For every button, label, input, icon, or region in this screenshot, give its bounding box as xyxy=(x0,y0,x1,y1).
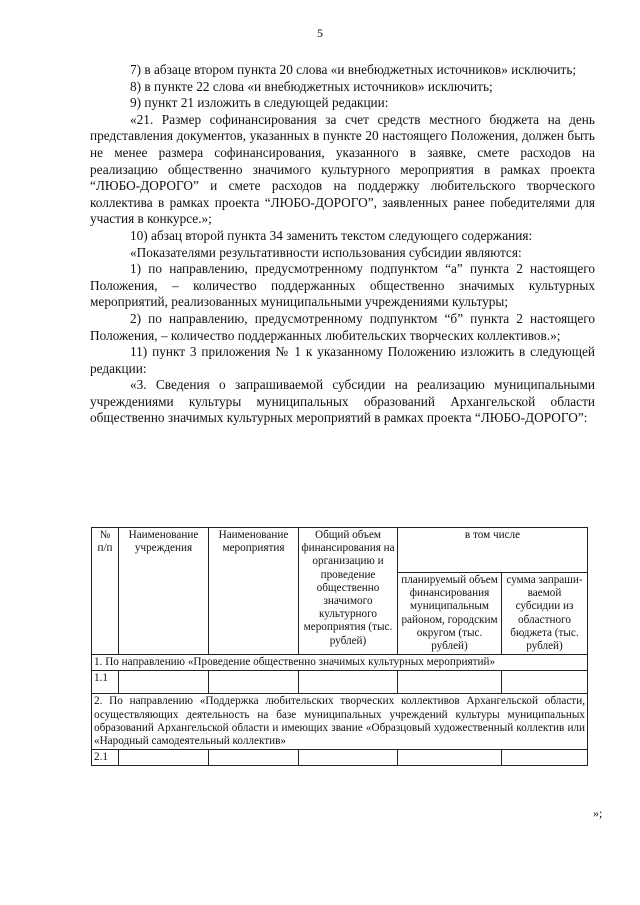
row-1-number: 1.1 xyxy=(92,671,119,694)
table-cell xyxy=(502,750,588,766)
table-cell xyxy=(398,750,502,766)
header-event: Наименование мероприятия xyxy=(209,528,299,655)
closing-quote-mark: »; xyxy=(593,806,603,820)
paragraph-item-9: 9) пункт 21 изложить в следующей редакции: xyxy=(130,95,389,111)
table-cell xyxy=(119,750,209,766)
subsidy-table xyxy=(91,527,588,766)
table-row xyxy=(92,655,588,671)
table-cell xyxy=(209,750,299,766)
document-body xyxy=(90,62,595,427)
section-2-heading: 2. По направлению «Поддержка любительских творческих коллективов Архангельской области, осуществляющих деятельность на базе муниципальных учреждений культуры муниципальных образований Архангельской области и имеющих звание «Образцовый художественный коллектив или «Народный самодеятельный коллектив» xyxy=(92,694,588,750)
paragraph-clause-21: «21. Размер софинансирования за счет средств местного бюджета на день представления документов, указанных в пункте 20 настоящего Положения, должен быть не менее размера софинансирования, указанного в заявке, смете расходов на реализацию общественно значимого культурного мероприятия в рамках проекта “ЛЮБО-ДОРОГО” и смете расходов на поддержку любительского творческого коллектива в рамках проекта “ЛЮБО-ДОРОГО”, заявленных ранее победителями для участия в конкурсе.»; xyxy=(90,111,595,227)
paragraph-indicators-intro: «Показателями результативности использования субсидии являются: xyxy=(130,244,522,260)
header-planned-funding: планируемый объем финансирования муниципальным районом, городским округом (тыс. рублей) xyxy=(398,573,502,655)
table-row xyxy=(92,750,588,766)
row-2-number: 2.1 xyxy=(92,750,119,766)
header-institution: Наименование учреждения xyxy=(119,528,209,655)
table-row xyxy=(92,671,588,694)
page-number: 5 xyxy=(317,26,323,40)
table-cell xyxy=(209,671,299,694)
table-cell xyxy=(299,750,398,766)
header-requested-subsidy: сумма запраши-ваемой субсидии из областного бюджета (тыс. рублей) xyxy=(502,573,588,655)
header-including: в том числе xyxy=(398,528,588,573)
header-number: № п/п xyxy=(92,528,119,655)
table-cell xyxy=(299,671,398,694)
header-total-funding: Общий объем финансирования на организацию и проведение общественно значимого культурного мероприятия (тыс. рублей) xyxy=(299,528,398,655)
section-1-heading: 1. По направлению «Проведение общественно значимых культурных мероприятий» xyxy=(92,655,588,671)
paragraph-item-7: 7) в абзаце втором пункта 20 слова «и внебюджетных источников» исключить; xyxy=(130,62,577,77)
table-cell xyxy=(119,671,209,694)
paragraph-item-11: 11) пункт 3 приложения № 1 к указанному Положению изложить в следующей редакции: xyxy=(90,344,595,376)
table-cell xyxy=(398,671,502,694)
table-row xyxy=(92,694,588,750)
table-header-row-1 xyxy=(92,528,588,573)
table-cell xyxy=(502,671,588,694)
paragraph-clause-3: «3. Сведения о запрашиваемой субсидии на реализацию муниципальными учреждениями культуры муниципальных образований Архангельской области общественно значимых культурных мероприятий в рамках проекта “ЛЮБО-ДОРОГО”: xyxy=(90,377,595,426)
paragraph-item-8: 8) в пункте 22 слова «и внебюджетных источников» исключить; xyxy=(130,78,493,94)
paragraph-item-10: 10) абзац второй пункта 34 заменить текстом следующего содержания: xyxy=(130,227,533,243)
paragraph-indicator-1: 1) по направлению, предусмотренному подпунктом “а” пункта 2 настоящего Положения, – количество поддержанных общественно значимых культурных мероприятий, реализованных муниципальными учреждениями культуры; xyxy=(90,261,595,310)
paragraph-indicator-2: 2) по направлению, предусмотренному подпунктом “б” пункта 2 настоящего Положения, – количество поддержанных любительских творческих коллективов.»; xyxy=(90,310,595,343)
